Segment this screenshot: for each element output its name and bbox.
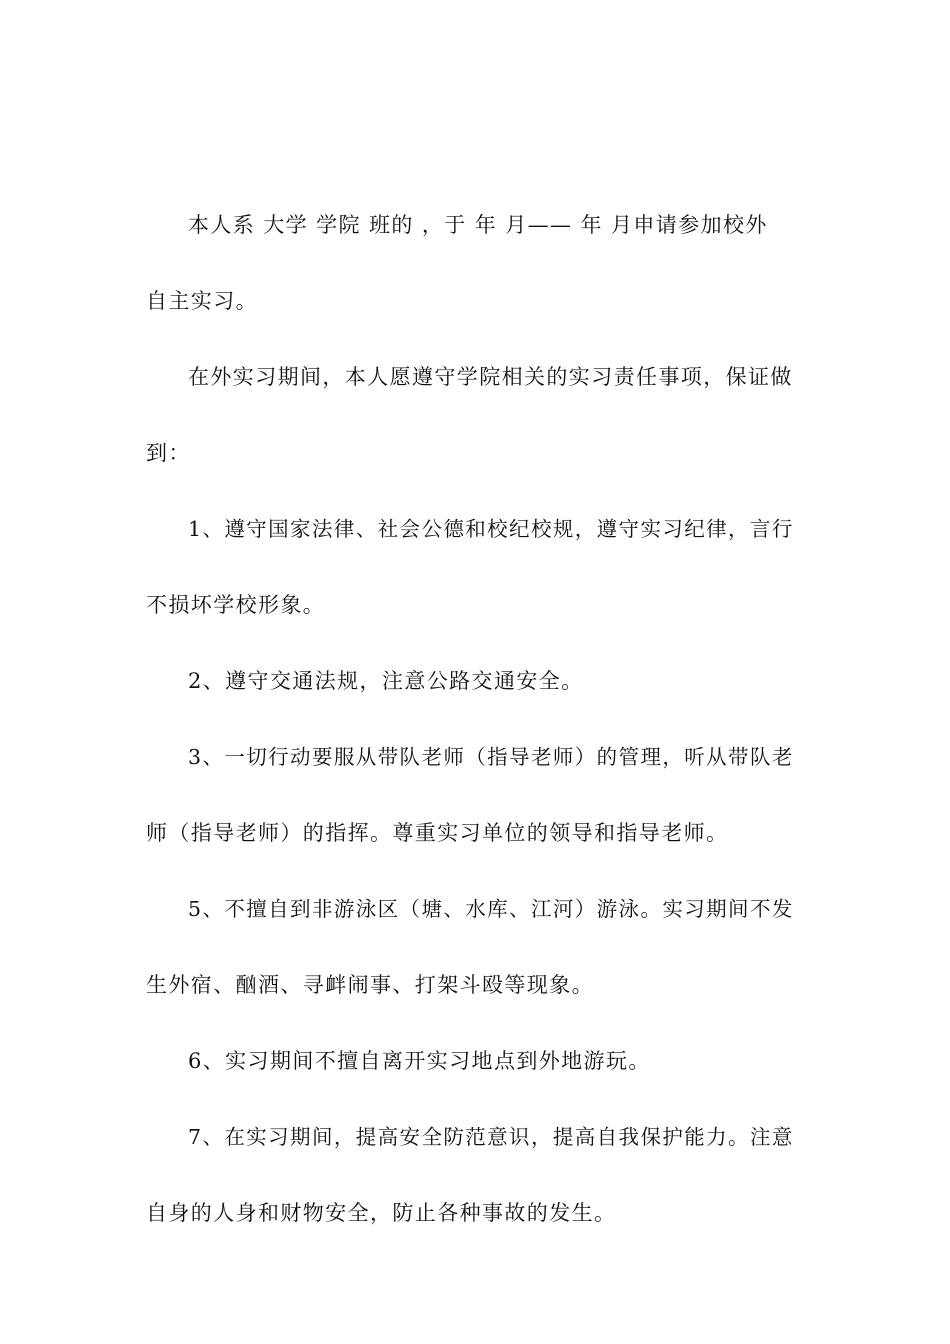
paragraph-line-8: 3、一切行动要服从带队老师（指导老师）的管理，听从带队老 <box>188 745 794 769</box>
paragraph-line-9: 师（指导老师）的指挥。尊重实习单位的领导和指导老师。 <box>146 821 729 845</box>
paragraph-line-1: 本人系 大学 学院 班的 ，于 年 月—— 年 月申请参加校外 <box>188 213 768 237</box>
paragraph-line-12: 6、实习期间不擅自离开实习地点到外地游玩。 <box>188 1049 651 1073</box>
paragraph-line-13: 7、在实习期间，提高安全防范意识，提高自我保护能力。注意 <box>188 1125 794 1149</box>
paragraph-line-7: 2、遵守交通法规，注意公路交通安全。 <box>188 669 584 693</box>
paragraph-line-2: 自主实习。 <box>146 289 258 313</box>
paragraph-line-6: 不损坏学校形象。 <box>146 593 326 617</box>
paragraph-line-4: 到： <box>146 441 191 465</box>
paragraph-line-10: 5、不擅自到非游泳区（塘、水库、江河）游泳。实习期间不发 <box>188 897 794 921</box>
paragraph-line-5: 1、遵守国家法律、社会公德和校纪校规，遵守实习纪律，言行 <box>188 517 794 541</box>
paragraph-line-14: 自身的人身和财物安全，防止各种事故的发生。 <box>146 1201 617 1225</box>
paragraph-line-11: 生外宿、酗酒、寻衅闹事、打架斗殴等现象。 <box>146 973 594 997</box>
paragraph-line-3: 在外实习期间，本人愿遵守学院相关的实习责任事项，保证做 <box>188 365 793 389</box>
